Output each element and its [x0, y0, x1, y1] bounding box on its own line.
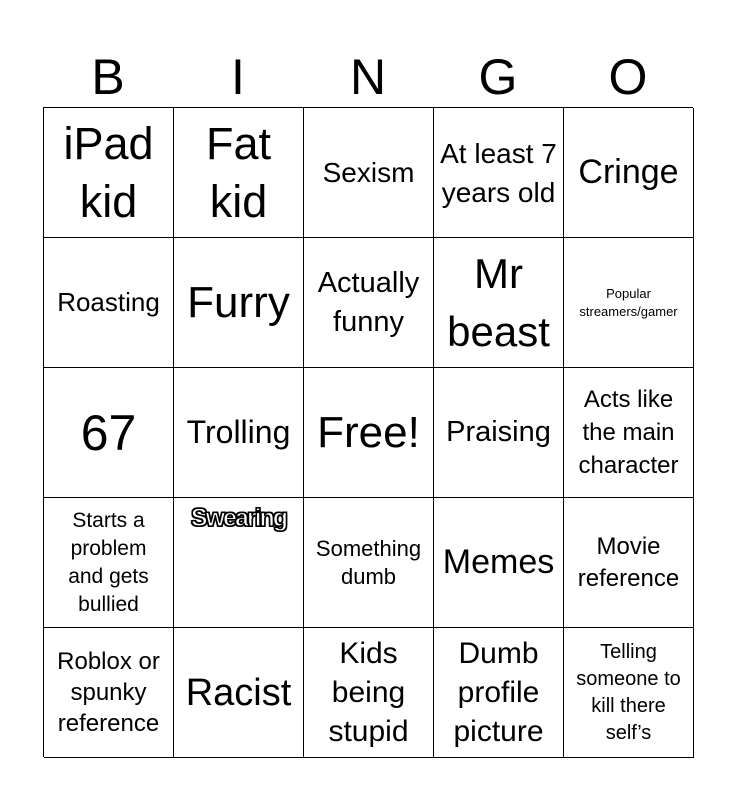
bingo-cell[interactable]: [44, 498, 174, 628]
cell-text: Mr beast: [447, 249, 550, 355]
bingo-cell[interactable]: [304, 108, 434, 238]
cell-text: Racist: [185, 671, 292, 714]
bingo-cell[interactable]: [44, 628, 174, 758]
bingo-board: [43, 107, 693, 757]
bingo-cell[interactable]: [564, 628, 694, 758]
bingo-cell[interactable]: [564, 108, 694, 238]
header-letter-o: O: [608, 49, 648, 105]
cell-text: 67: [80, 404, 137, 461]
cell-text: Trolling: [186, 414, 291, 450]
bingo-cell[interactable]: [174, 498, 304, 628]
cell-text: Dumb profile picture: [453, 637, 544, 748]
cell-text: Popular streamers/gamer: [579, 285, 678, 319]
cell-text: Something dumb: [315, 535, 422, 589]
bingo-cell[interactable]: [174, 368, 304, 498]
cell-text: Kids being stupid: [328, 637, 409, 748]
cell-text: Telling someone to kill there self’s: [576, 640, 681, 744]
cell-text: Sexism: [322, 157, 415, 188]
bingo-cell[interactable]: [174, 108, 304, 238]
bingo-cell[interactable]: [434, 498, 564, 628]
cell-text: Starts a problem and gets bullied: [68, 508, 149, 616]
header-letter-b: B: [91, 49, 125, 105]
cell-text: Roasting: [57, 287, 160, 317]
bingo-cell[interactable]: [434, 238, 564, 368]
bingo-cell[interactable]: [304, 238, 434, 368]
cell-text: Memes: [442, 543, 555, 581]
cell-text: Furry: [187, 277, 290, 327]
cell-text: Movie reference: [577, 532, 680, 592]
cell-text: Acts like the main character: [578, 386, 679, 479]
cell-text: Praising: [446, 416, 551, 448]
bingo-cell[interactable]: [304, 498, 434, 628]
bingo-cell[interactable]: [44, 368, 174, 498]
bingo-cell[interactable]: [434, 628, 564, 758]
bingo-cell[interactable]: [564, 368, 694, 498]
cell-text: Fat kid: [205, 117, 272, 227]
bingo-cell[interactable]: [564, 238, 694, 368]
cell-text: Roblox or spunky reference: [57, 648, 160, 737]
cell-text: iPad kid: [63, 117, 154, 227]
bingo-cell[interactable]: [304, 368, 434, 498]
bingo-cell[interactable]: [44, 108, 174, 238]
bingo-cell[interactable]: [304, 628, 434, 758]
bingo-cell[interactable]: [434, 108, 564, 238]
bingo-cell[interactable]: [564, 498, 694, 628]
cell-text: Actually funny: [317, 266, 420, 338]
cell-text: Free!: [317, 407, 420, 457]
header-letter-n: N: [349, 49, 387, 105]
bingo-cell[interactable]: [174, 238, 304, 368]
cell-text: Swearing: [190, 504, 287, 532]
header-letter-i: I: [231, 49, 245, 105]
cell-text: At least 7 years old: [440, 137, 557, 208]
header-letter-g: G: [478, 49, 518, 105]
cell-text: Cringe: [578, 153, 679, 191]
bingo-cell[interactable]: [434, 368, 564, 498]
bingo-cell[interactable]: [174, 628, 304, 758]
bingo-cell[interactable]: [44, 238, 174, 368]
bingo-header: [43, 48, 693, 106]
